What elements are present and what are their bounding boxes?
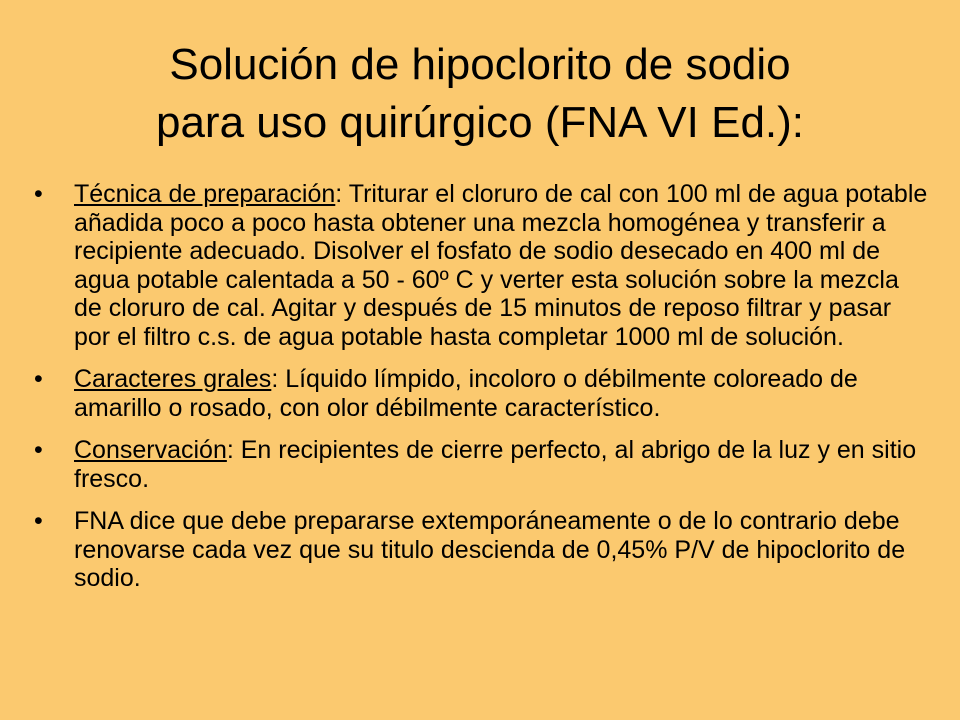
bullet-text: : Triturar el cloruro de cal con 100 ml de agua potable añadida poco a poco hasta obtener una mezcla homogénea y transferir a recipiente adecuado. Disolver el fosfato de sodio desecado en 400 ml de agua potable calentada a 50 - 60º C y verter esta solución sobre la mezcla de cloruro de cal. Agitar y después de 15 minutos de reposo filtrar y pasar por el filtro c.s. de agua potable hasta completar 1000 ml de solución. [74,180,928,351]
bullet-fna-note [30,507,930,593]
bullet-dot-icon: • [34,365,43,393]
bullet-term: Caracteres grales [74,365,272,393]
bullet-dot-icon: • [34,507,43,535]
bullet-text: FNA dice que debe prepararse extemporáneamente o de lo contrario debe renovarse cada vez que su titulo descienda de 0,45% P/V de hipoclorito de sodio. [74,507,906,592]
bullet-list [30,180,930,607]
slide-title [60,36,900,152]
bullet-text: : En recipientes de cierre perfecto, al abrigo de la luz y en sitio fresco. [74,436,917,493]
bullet-dot-icon: • [34,436,43,464]
bullet-dot-icon: • [34,180,43,208]
slide-title-line-2: para uso quirúrgico (FNA VI Ed.): [155,98,805,147]
slide-title-line-1: Solución de hipoclorito de sodio [169,40,791,89]
bullet-caracteres-grales [30,365,930,422]
bullet-text: : Líquido límpido, incoloro o débilmente coloreado de amarillo o rosado, con olor débilmente característico. [74,365,858,422]
bullet-tecnica-de-preparacion [30,180,930,351]
bullet-term: Técnica de preparación [74,180,336,208]
bullet-term: Conservación [74,436,227,464]
bullet-conservacion [30,436,930,493]
